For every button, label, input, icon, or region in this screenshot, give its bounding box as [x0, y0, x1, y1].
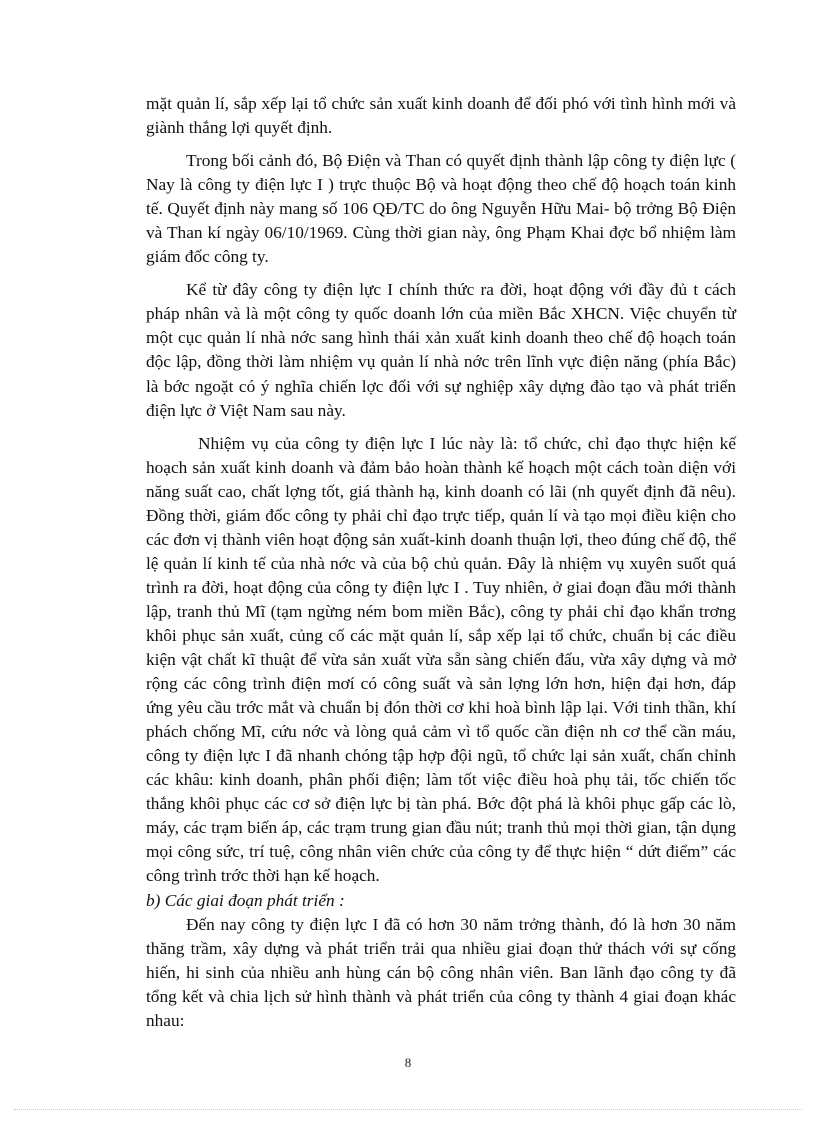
- subheading-development-stages: b) Các giai đoạn phát triển :: [146, 890, 345, 910]
- paragraph-development-overview: Đến nay công ty điện lực I đã có hơn 30 năm trởng thành, đó là hơn 30 năm thăng trầm, xây dựng và phát triển trải qua nhiều giai đoạn thử thách với sự cống hiến, hi sinh của nhiều anh hùng cán bộ công nhân viên. Ban lãnh đạo công ty đã tổng kết và chia lịch sử hình thành và phát triển của công ty thành 4 giai đoạn khác nhau:: [146, 914, 736, 1030]
- paragraph-legal-status: Kể từ đây công ty điện lực I chính thức ra đời, hoạt động với đầy đủ t cách pháp nhân và là một công ty quốc doanh lớn của miền Bắc XHCN. Việc chuyển từ một cục quản lí nhà nớc sang hình thái xản xuất kinh doanh theo chế độ hoạch toán độc lập, đồng thời làm nhiệm vụ quản lí nhà nớc trên lĩnh vực điện năng (phía Bắc) là bớc ngoặt có ý nghĩa chiến lợc đối với sự nghiệp xây dựng đào tạo và phát triển điện lực ở Việt Nam sau này.: [146, 280, 736, 420]
- paragraph-company-tasks: Nhiệm vụ của công ty điện lực I lúc này là: tổ chức, chỉ đạo thực hiện kế hoạch sản xuất kinh doanh và đảm bảo hoàn thành kế hoạch một cách toàn diện với năng suất cao, chất lợng tốt, giá thành hạ, kinh doanh có lãi (nh quyết định đã nêu). Đồng thời, giám đốc công ty phải chỉ đạo trực tiếp, quản lí và tạo mọi điều kiện cho các đơn vị thành viên hoạt động sản xuất-kinh doanh thuận lợi, theo đúng chế độ, thể lệ quản lí kinh tế của nhà nớc và của bộ chủ quản. Đây là nhiệm vụ xuyên suốt quá trình ra đời, hoạt động của công ty điện lực I . Tuy nhiên, ở giai đoạn đầu mới thành lập, tranh thủ Mĩ (tạm ngừng ném bom miền Bắc), công ty phải chỉ đạo khẩn trơng khôi phục sản xuất, củng cố các mặt quản lí, sắp xếp lại tổ chức, chuẩn bị các điều kiện vật chất kĩ thuật để vừa sản xuất vừa sẵn sàng chiến đấu, vừa xây dựng và mở rộng các công trình điện mơí có công suất và sản lợng lớn hơn, hiện đại hơn, đáp ứng yêu cầu trớc mắt và chuẩn bị đón thời cơ khi hoà bình lập lại. Với tinh thần, khí phách chống Mĩ, cứu nớc và lòng quả cảm vì tổ quốc cần điện nh cơ thể cần máu, công ty điện lực I đã nhanh chóng tập hợp đội ngũ, tổ chức lại sản xuất, chấn chỉnh các khâu: kinh doanh, phân phối điện; làm tốt việc điều hoà phụ tải, tốc chiến tốc thắng khôi phục các cơ sở điện lực bị tàn phá. Bớc đột phá là khôi phục gấp các lò, máy, các trạm biến áp, các trạm trung gian đầu nút; tranh thủ mọi thời gian, tận dụng mọi công sức, trí tuệ, công nhân viên chức của công ty để thực hiện “ dứt điểm” các công trình trớc thời hạn kế hoạch.: [146, 433, 736, 886]
- paragraph-continuation: mặt quản lí, sắp xếp lại tổ chức sản xuất kinh doanh để đối phó với tình hình mới và giành thắng lợi quyết định.: [146, 94, 736, 138]
- document-body: [146, 92, 736, 1033]
- page-bottom-divider: [14, 1109, 802, 1110]
- page-number: 8: [404, 1055, 412, 1070]
- paragraph-company-founding: Trong bối cảnh đó, Bộ Điện và Than có quyết định thành lập công ty điện lực ( Nay là công ty điện lực I ) trực thuộc Bộ và hoạt động theo chế độ hoạch toán kinh tế. Quyết định này mang số 106 QĐ/TC do ông Nguyễn Hữu Mai- bộ trởng Bộ Điện và Than kí ngày 06/10/1969. Cùng thời gian này, ông Phạm Khai đợc bổ nhiệm làm giám đốc công ty.: [146, 151, 736, 267]
